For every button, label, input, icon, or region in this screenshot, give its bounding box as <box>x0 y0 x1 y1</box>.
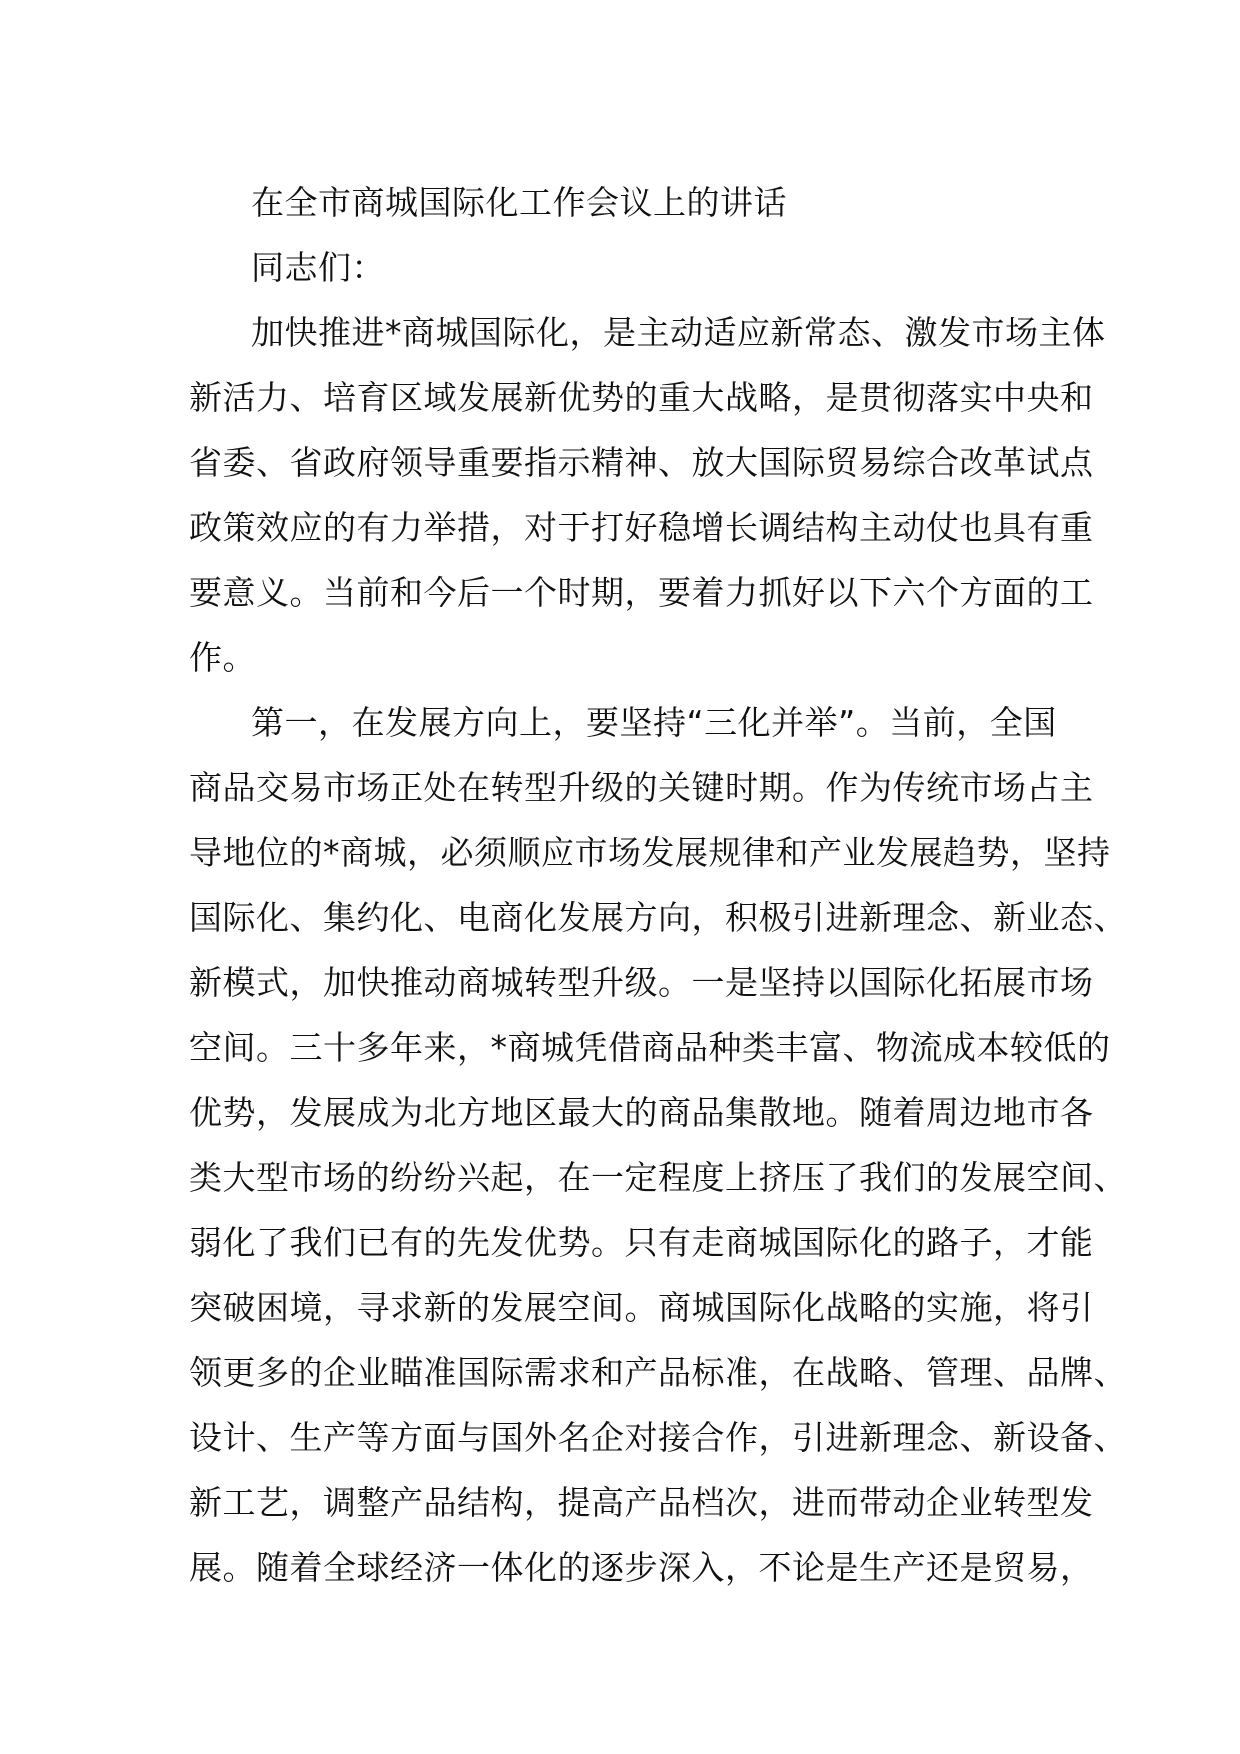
text-line: 优势，发展成为北方地区最大的商品集散地。随着周边地市各 <box>189 1093 1094 1132</box>
text-line: 省委、省政府领导重要指示精神、放大国际贸易综合改革试点 <box>189 443 1094 482</box>
document-page <box>189 170 1127 1600</box>
text-line: 政策效应的有力举措，对于打好稳增长调结构主动仗也具有重 <box>189 508 1094 547</box>
text-line: 商品交易市场正处在转型升级的关键时期。作为传统市场占主 <box>189 768 1094 807</box>
text-line: 新模式，加快推动商城转型升级。一是坚持以国际化拓展市场 <box>189 963 1094 1002</box>
text-line: 突破困境，寻求新的发展空间。商城国际化战略的实施，将引 <box>189 1288 1094 1327</box>
document-title: 在全市商城国际化工作会议上的讲话 <box>251 183 787 222</box>
text-line: 展。随着全球经济一体化的逐步深入，不论是生产还是贸易， <box>189 1548 1094 1587</box>
text-line: 国际化、集约化、电商化发展方向，积极引进新理念、新业态、 <box>189 898 1127 937</box>
salutation: 同志们： <box>251 248 385 287</box>
text-line: 要意义。当前和今后一个时期，要着力抓好以下六个方面的工 <box>189 573 1094 612</box>
text-line: 新活力、培育区域发展新优势的重大战略，是贯彻落实中央和 <box>189 378 1094 417</box>
text-line: 导地位的*商城，必须顺应市场发展规律和产业发展趋势，坚持 <box>189 833 1111 872</box>
text-line: 新工艺，调整产品结构，提高产品档次，进而带动企业转型发 <box>189 1483 1094 1522</box>
text-line: 作。 <box>189 638 256 677</box>
text-line: 弱化了我们已有的先发优势。只有走商城国际化的路子，才能 <box>189 1223 1094 1262</box>
text-line: 空间。三十多年来，*商城凭借商品种类丰富、物流成本较低的 <box>189 1028 1111 1067</box>
text-line: 类大型市场的纷纷兴起，在一定程度上挤压了我们的发展空间、 <box>189 1158 1127 1197</box>
text-line: 加快推进*商城国际化，是主动适应新常态、激发市场主体 <box>251 313 1106 352</box>
text-line: 领更多的企业瞄准国际需求和产品标准，在战略、管理、品牌、 <box>189 1353 1127 1392</box>
document-body <box>189 300 1127 1600</box>
text-line: 第一，在发展方向上，要坚持“三化并举”。当前，全国 <box>251 703 1057 742</box>
text-line: 设计、生产等方面与国外名企对接合作，引进新理念、新设备、 <box>189 1418 1127 1457</box>
